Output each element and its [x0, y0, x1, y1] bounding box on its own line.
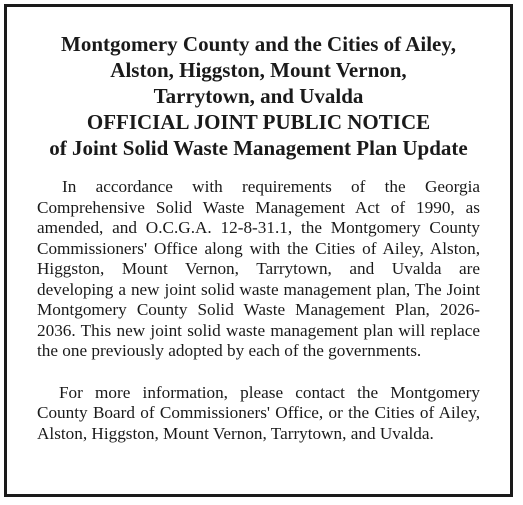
heading-line-4: OFFICIAL JOINT PUBLIC NOTICE: [86, 110, 431, 134]
notice-heading: [37, 31, 480, 161]
notice-paragraph-2: For more information, please contact the Montgomery County Board of Commissioners' Office, or the Cities of Ailey, Alston, Higgston, Mount Vernon, Tarrytown, and Uvalda.: [37, 382, 480, 443]
heading-line-1: Montgomery County and the Cities of Ailey,: [61, 32, 456, 56]
notice-paragraph-1: In accordance with requirements of the Georgia Comprehensive Solid Waste Management Act of 1990, as amended, and O.C.G.A. 12-8-31.1, the Montgomery County Commissioners' Office along with the Cities of Ailey, Alston, Higgston, Mount Vernon, Tarrytown, and Uvalda are developing a new joint solid waste management plan, The Joint Montgomery County Solid Waste Management Plan, 2026-2036. This new joint solid waste management plan will replace the one previously adopted by each of the governments.: [37, 177, 480, 360]
heading-line-3: Tarrytown, and Uvalda: [153, 84, 364, 108]
heading-line-5: of Joint Solid Waste Management Plan Update: [49, 136, 468, 160]
heading-line-2: Alston, Higgston, Mount Vernon,: [110, 58, 407, 82]
public-notice-box: [4, 4, 513, 497]
